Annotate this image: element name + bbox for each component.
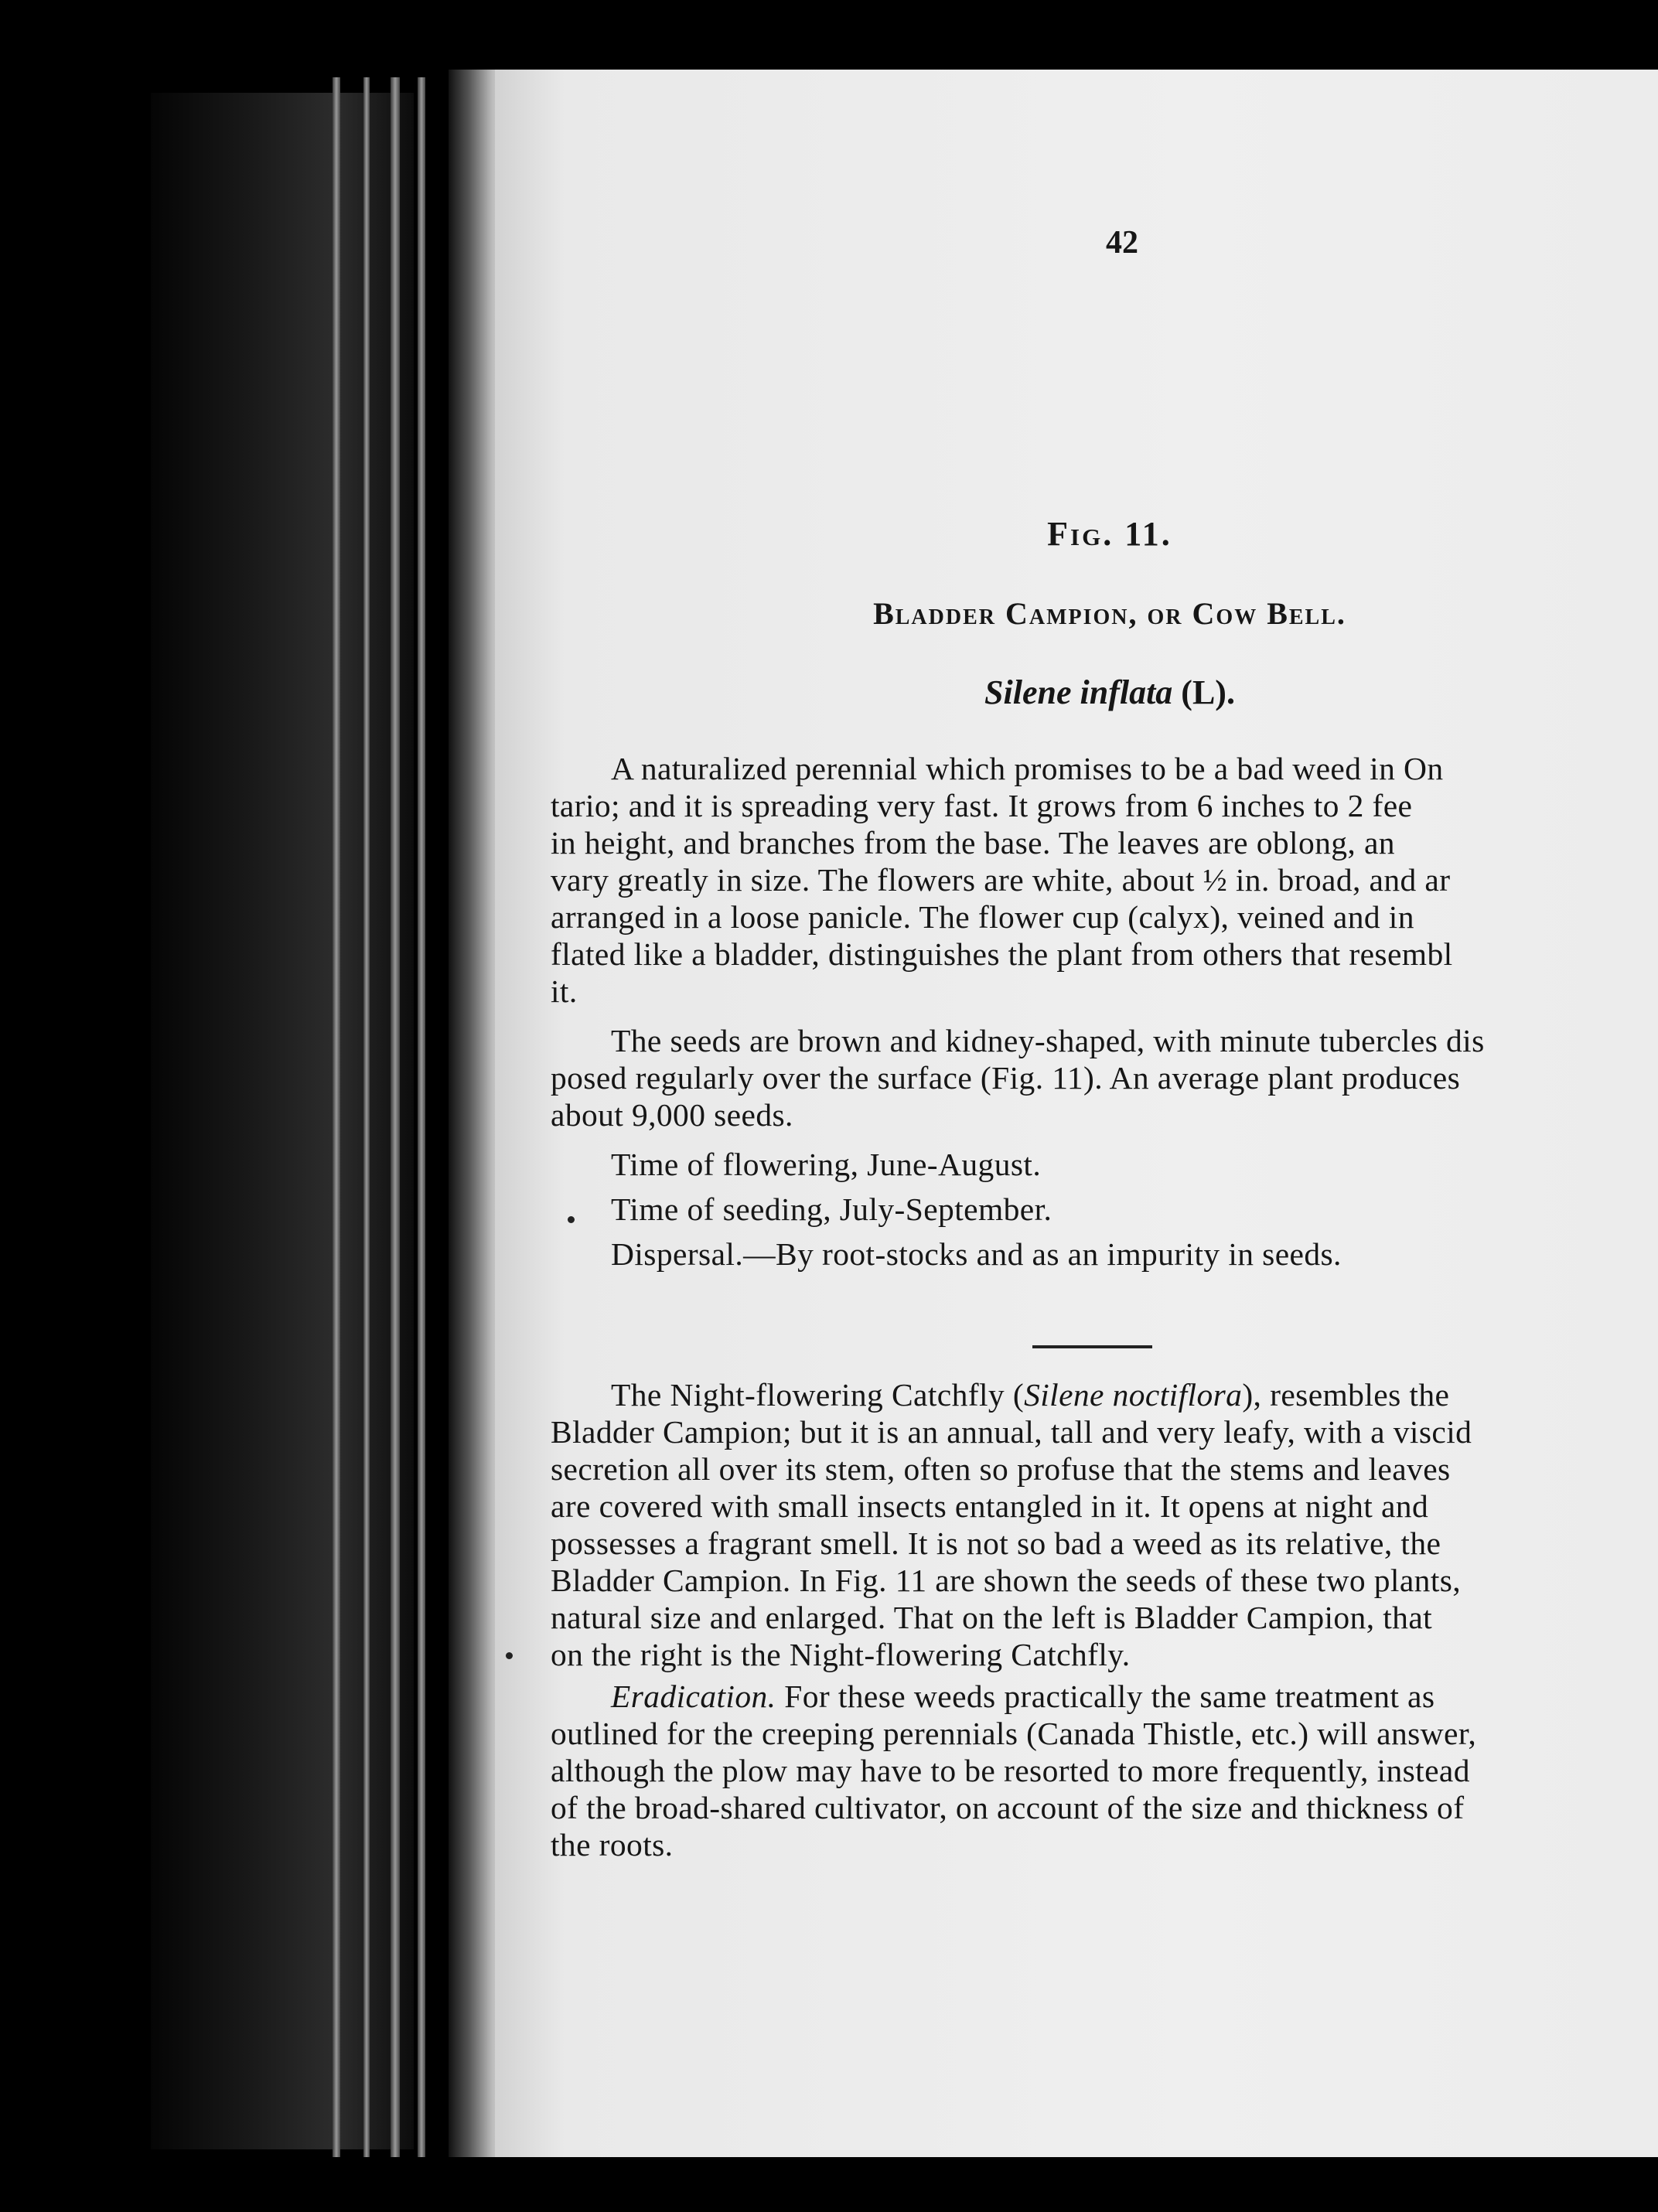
eradication-heading: Eradication. — [611, 1679, 776, 1714]
stray-ink-dot — [568, 1216, 575, 1223]
p3-text-start: The Night-flowering Catchfly ( — [611, 1377, 1025, 1413]
paragraph-4-line: outlined for the creeping perennials (Canada Thistle, etc.) will answer, — [551, 1716, 1477, 1751]
paragraph-1-line: arranged in a loose panicle. The flower cup (calyx), veined and in — [551, 899, 1414, 935]
paragraph-1-line: in height, and branches from the base. The leaves are oblong, an — [551, 825, 1395, 861]
paragraph-1-line: vary greatly in size. The flowers are white, about ½ in. broad, and ar — [551, 862, 1451, 898]
paragraph-2-line: The seeds are brown and kidney-shaped, with minute tubercles dis — [611, 1023, 1485, 1058]
dispersal: Dispersal.—By root-stocks and as an impurity in seeds. — [611, 1236, 1342, 1272]
latin-name — [495, 673, 1658, 712]
page-leaf-edge — [418, 77, 425, 2157]
latin-authority: (L). — [1181, 673, 1235, 711]
page-number: 42 — [1106, 225, 1138, 261]
paragraph-3-line: Bladder Campion; but it is an annual, tall and very leafy, with a viscid — [551, 1414, 1472, 1450]
section-title: Bladder Campion, or Cow Bell. — [873, 596, 1346, 631]
section-divider — [1032, 1345, 1152, 1348]
page-leaf-edge — [391, 77, 400, 2157]
seeding-time: Time of seeding, July-September. — [611, 1191, 1052, 1227]
paragraph-3-line — [611, 1376, 1449, 1413]
paragraph-3-line: on the right is the Night-flowering Catchfly. — [551, 1637, 1131, 1672]
paragraph-3-line: secretion all over its stem, often so profuse that the stems and leaves — [551, 1451, 1451, 1487]
p3-text-end: ), resembles the — [1242, 1377, 1450, 1413]
paragraph-3-line: Bladder Campion. In Fig. 11 are shown the seeds of these two plants, — [551, 1563, 1462, 1598]
stray-ink-dot — [506, 1652, 513, 1659]
page-leaf-edge — [363, 77, 370, 2157]
paragraph-1-line: A naturalized perennial which promises to be a bad weed in On — [611, 751, 1444, 786]
paragraph-3-line: natural size and enlarged. That on the left is Bladder Campion, that — [551, 1600, 1433, 1635]
paragraph-1-line: it. — [551, 973, 578, 1009]
paragraph-4-line: although the plow may have to be resorted to more frequently, instead — [551, 1753, 1470, 1788]
page-leaf-edge — [333, 77, 340, 2157]
p3-latin-name: Silene noctiflora — [1024, 1377, 1243, 1413]
flowering-time: Time of flowering, June-August. — [611, 1147, 1042, 1182]
paragraph-2-line: posed regularly over the surface (Fig. 11). An average plant produces — [551, 1060, 1461, 1096]
paragraph-4-line: of the broad-shared cultivator, on account of the size and thickness of — [551, 1790, 1465, 1825]
figure-label: Fig. 11. — [1047, 515, 1172, 553]
paragraph-1-line: tario; and it is spreading very fast. It grows from 6 inches to 2 fee — [551, 788, 1413, 823]
paragraph-2-line: about 9,000 seeds. — [551, 1097, 793, 1133]
latin-species: Silene inflata — [984, 673, 1173, 711]
page-sheet — [495, 70, 1658, 2157]
paragraph-4-line — [611, 1678, 1435, 1715]
paragraph-3-line: possesses a fragrant smell. It is not so bad a weed as its relative, the — [551, 1525, 1441, 1561]
paragraph-1-line: flated like a bladder, distinguishes the plant from others that resembl — [551, 936, 1453, 972]
p4-text-start: For these weeds practically the same treatment as — [776, 1679, 1435, 1714]
paragraph-3-line: are covered with small insects entangled in it. It opens at night and — [551, 1488, 1429, 1524]
book-edge-shadow — [151, 93, 414, 2149]
paragraph-4-line: the roots. — [551, 1827, 674, 1863]
